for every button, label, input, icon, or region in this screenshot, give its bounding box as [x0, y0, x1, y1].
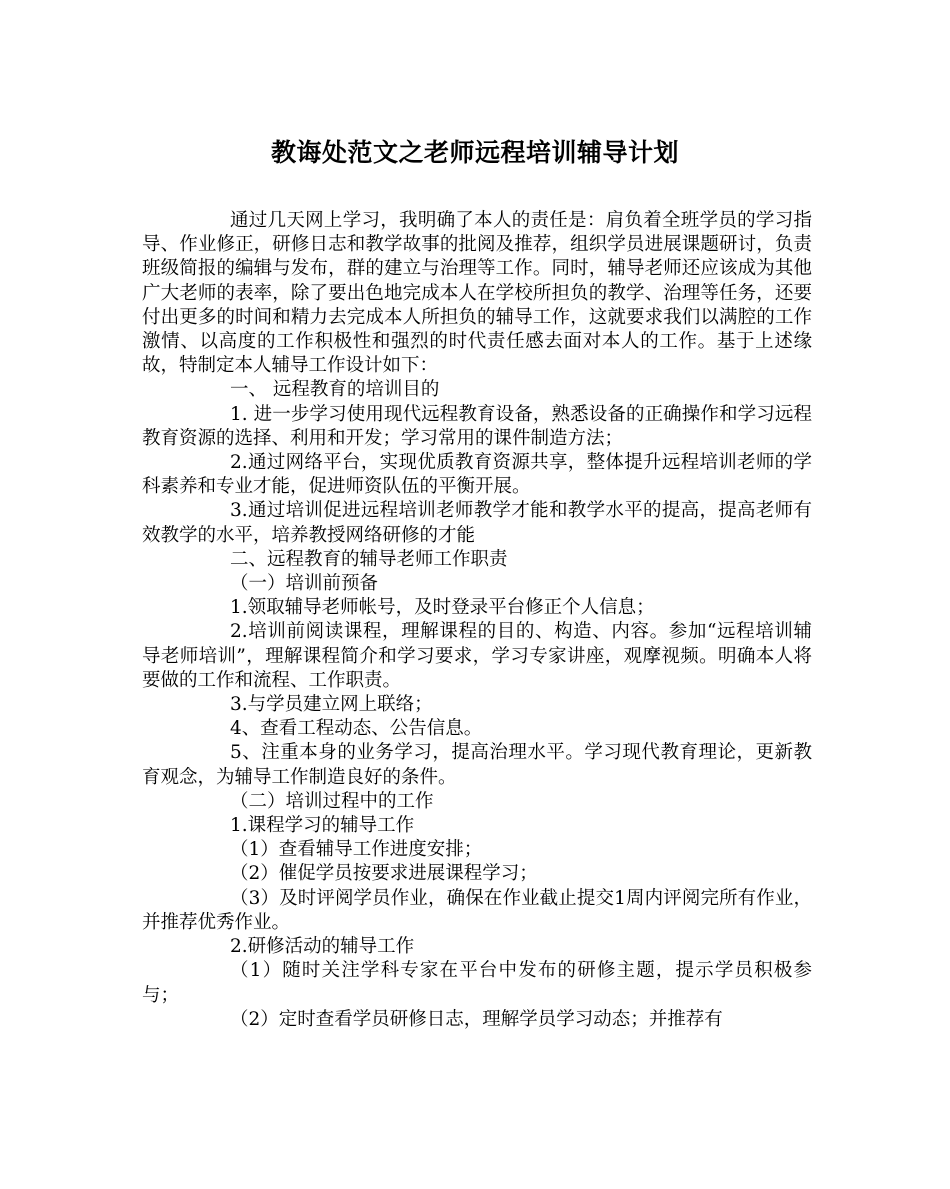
paragraph-goal-2: 2.通过网络平台，实现优质教育资源共享，整体提升远程培训老师的学科素养和专业才能，促进师资队伍的平衡开展。 [142, 452, 812, 498]
document-body [142, 209, 812, 1032]
paragraph-prep-3: 3.与学员建立网上联络； [230, 694, 433, 716]
subsection-heading-process: （二）培训过程中的工作 [230, 790, 434, 812]
paragraph-research-2: （2）定时查看学员研修日志，理解学员学习动态；并推荐有 [230, 1008, 723, 1030]
subsection-heading-prep: （一）培训前预备 [230, 573, 379, 595]
paragraph-goal-3: 3.通过培训促进远程培训老师教学才能和教学水平的提高，提高老师有效教学的水平，培养教授网络研修的才能 [142, 500, 812, 546]
paragraph-prep-4: 4、查看工程动态、公告信息。 [230, 718, 483, 740]
paragraph-course-3: （3）及时评阅学员作业，确保在作业截止提交1周内评阅完所有作业，并推荐优秀作业。 [142, 887, 812, 933]
paragraph-goal-1: 1. 进一步学习使用现代远程教育设备，熟悉设备的正确操作和学习远程教育资源的选择、利用和开发；学习常用的课件制造方法； [142, 403, 812, 449]
paragraph-course-1: （1）查看辅导工作进度安排； [230, 839, 483, 861]
paragraph-course-heading: 1.课程学习的辅导工作 [230, 815, 415, 837]
section-heading-1: 一、 远程教育的培训目的 [230, 379, 440, 401]
paragraph-prep-5: 5、注重本身的业务学习，提高治理水平。学习现代教育理论，更新教育观念，为辅导工作制造良好的条件。 [142, 742, 812, 788]
section-heading-2: 二、远程教育的辅导老师工作职责 [230, 548, 508, 570]
paragraph-intro: 通过几天网上学习，我明确了本人的责任是：肩负着全班学员的学习指导、作业修正，研修日志和教学故事的批阅及推荐，组织学员进展课题研讨，负责班级简报的编辑与发布，群的建立与治理等工作。同时，辅导老师还应该成为其他广大老师的表率，除了要出色地完成本人在学校所担负的教学、治理等任务，还要付出更多的时间和精力去完成本人所担负的辅导工作，这就要求我们以满腔的工作激情、以高度的工作积极性和强烈的时代责任感去面对本人的工作。基于上述缘故，特制定本人辅导工作设计如下： [142, 210, 812, 377]
paragraph-prep-1: 1.领取辅导老师帐号，及时登录平台修正个人信息； [230, 597, 655, 619]
paragraph-research-heading: 2.研修活动的辅导工作 [230, 936, 415, 958]
paragraph-research-1: （1）随时关注学科专家在平台中发布的研修主题，提示学员积极参与； [142, 960, 812, 1006]
document-title: 教诲处范文之老师远程培训辅导计划 [270, 138, 679, 167]
paragraph-prep-2: 2.培训前阅读课程，理解课程的目的、构造、内容。参加“远程培训辅导老师培训”，理解课程简介和学习要求，学习专家讲座，观摩视频。明确本人将要做的工作和流程、工作职责。 [142, 621, 812, 691]
paragraph-course-2: （2）催促学员按要求进展课程学习； [230, 863, 538, 885]
